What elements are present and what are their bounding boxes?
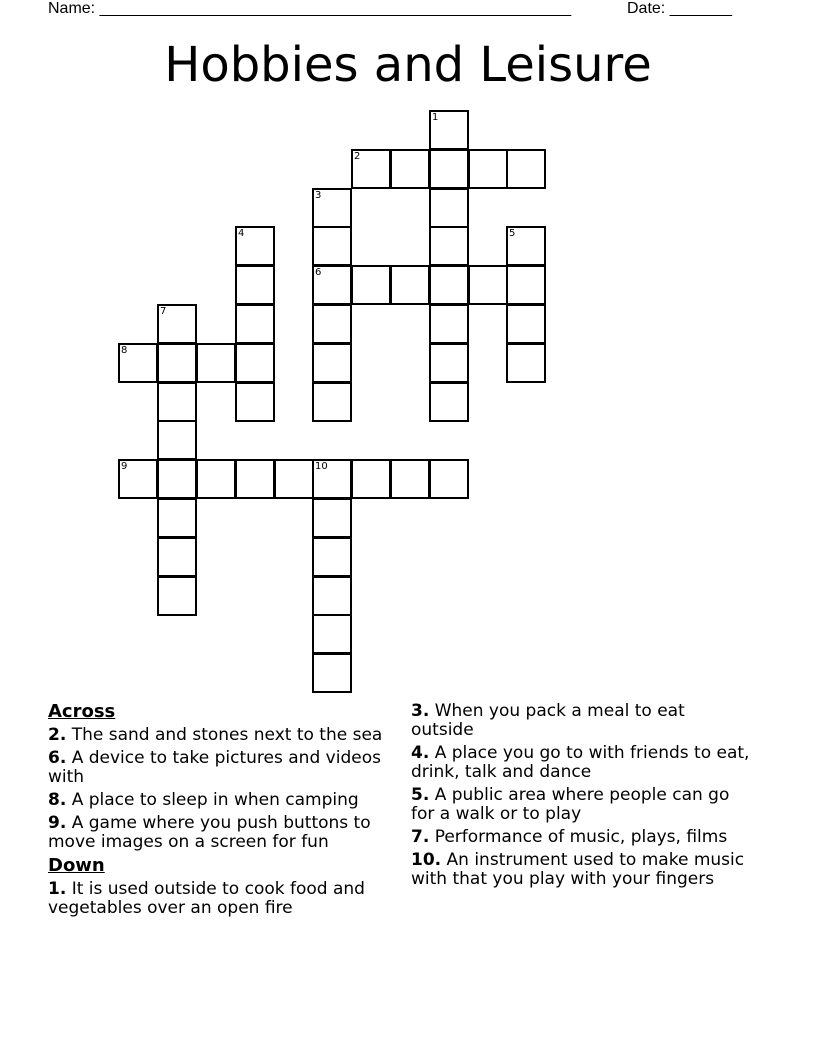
clue-text: A public area where people can go for a walk or to play bbox=[411, 785, 730, 824]
down-heading: Down bbox=[48, 855, 105, 876]
grid-cell[interactable] bbox=[118, 343, 158, 383]
grid-cell[interactable] bbox=[506, 265, 546, 305]
grid-cell[interactable] bbox=[429, 343, 469, 383]
grid-cell[interactable] bbox=[506, 226, 546, 266]
grid-cell[interactable] bbox=[196, 343, 236, 383]
clues-column-right bbox=[411, 702, 751, 893]
cell-number: 7 bbox=[160, 306, 167, 317]
grid-cell[interactable] bbox=[235, 459, 275, 499]
clues-column-left bbox=[48, 702, 388, 922]
grid-cell[interactable] bbox=[429, 459, 469, 499]
clue-number: 8. bbox=[48, 790, 67, 810]
clue-down-1 bbox=[48, 880, 388, 918]
grid-cell[interactable] bbox=[429, 265, 469, 305]
grid-cell[interactable] bbox=[157, 498, 197, 538]
clue-text: A place to sleep in when camping bbox=[66, 790, 359, 810]
cell-number: 1 bbox=[432, 112, 439, 123]
grid-cell[interactable] bbox=[312, 265, 352, 305]
grid-cell[interactable] bbox=[429, 226, 469, 266]
clue-text: A place you go to with friends to eat, drink, talk and dance bbox=[411, 743, 750, 782]
grid-cell[interactable] bbox=[351, 149, 391, 189]
across-heading: Across bbox=[48, 701, 116, 722]
clue-down-7 bbox=[411, 828, 751, 847]
grid-cell[interactable] bbox=[312, 343, 352, 383]
grid-cell[interactable] bbox=[274, 459, 314, 499]
grid-cell[interactable] bbox=[157, 343, 197, 383]
cell-number: 10 bbox=[315, 461, 328, 472]
grid-cell[interactable] bbox=[468, 149, 508, 189]
grid-cell[interactable] bbox=[390, 265, 430, 305]
grid-cell[interactable] bbox=[312, 188, 352, 228]
grid-cell[interactable] bbox=[312, 304, 352, 344]
clue-number: 2. bbox=[48, 725, 67, 745]
date-field-label: Date: _______ bbox=[627, 0, 732, 17]
grid-cell[interactable] bbox=[196, 459, 236, 499]
cell-number: 9 bbox=[121, 461, 128, 472]
clue-number: 6. bbox=[48, 748, 67, 768]
grid-cell[interactable] bbox=[312, 614, 352, 654]
clue-text: When you pack a meal to eat outside bbox=[411, 701, 685, 740]
cell-number: 8 bbox=[121, 345, 128, 356]
grid-cell[interactable] bbox=[312, 576, 352, 616]
clue-down-3 bbox=[411, 702, 751, 740]
grid-cell[interactable] bbox=[468, 265, 508, 305]
grid-cell[interactable] bbox=[312, 459, 352, 499]
grid-cell[interactable] bbox=[157, 420, 197, 460]
grid-cell[interactable] bbox=[157, 459, 197, 499]
grid-cell[interactable] bbox=[351, 459, 391, 499]
clue-across-6 bbox=[48, 749, 388, 787]
clue-text: A game where you push buttons to move images on a screen for fun bbox=[48, 813, 371, 852]
grid-cell[interactable] bbox=[312, 382, 352, 422]
grid-cell[interactable] bbox=[390, 149, 430, 189]
grid-cell[interactable] bbox=[235, 226, 275, 266]
clue-number: 7. bbox=[411, 827, 430, 847]
clue-down-5 bbox=[411, 786, 751, 824]
grid-cell[interactable] bbox=[312, 498, 352, 538]
grid-cell[interactable] bbox=[429, 149, 469, 189]
clue-number: 5. bbox=[411, 785, 430, 805]
name-field-label: Name: _____________________________________________________ bbox=[48, 0, 572, 17]
clue-down-10 bbox=[411, 851, 751, 889]
cell-number: 6 bbox=[315, 267, 322, 278]
grid-cell[interactable] bbox=[429, 188, 469, 228]
grid-cell[interactable] bbox=[506, 149, 546, 189]
cell-number: 5 bbox=[509, 228, 516, 239]
cell-number: 3 bbox=[315, 190, 322, 201]
page-title: Hobbies and Leisure bbox=[164, 37, 652, 93]
clue-number: 9. bbox=[48, 813, 67, 833]
grid-cell[interactable] bbox=[235, 304, 275, 344]
clue-number: 10. bbox=[411, 850, 442, 870]
grid-cell[interactable] bbox=[312, 653, 352, 693]
cell-number: 2 bbox=[354, 151, 361, 162]
grid-cell[interactable] bbox=[118, 459, 158, 499]
grid-cell[interactable] bbox=[235, 382, 275, 422]
grid-cell[interactable] bbox=[429, 110, 469, 150]
clue-text: Performance of music, plays, films bbox=[429, 827, 728, 847]
grid-cell[interactable] bbox=[429, 382, 469, 422]
clue-text: A device to take pictures and videos with bbox=[48, 748, 381, 787]
grid-cell[interactable] bbox=[312, 537, 352, 577]
grid-cell[interactable] bbox=[157, 576, 197, 616]
clue-across-9 bbox=[48, 814, 388, 852]
clue-down-4 bbox=[411, 744, 751, 782]
grid-cell[interactable] bbox=[429, 304, 469, 344]
grid-cell[interactable] bbox=[312, 226, 352, 266]
clue-text: An instrument used to make music with that you play with your fingers bbox=[411, 850, 745, 889]
clue-number: 4. bbox=[411, 743, 430, 763]
grid-cell[interactable] bbox=[390, 459, 430, 499]
grid-cell[interactable] bbox=[351, 265, 391, 305]
grid-cell[interactable] bbox=[157, 382, 197, 422]
grid-cell[interactable] bbox=[235, 265, 275, 305]
clue-number: 1. bbox=[48, 879, 67, 899]
grid-cell[interactable] bbox=[157, 304, 197, 344]
clue-text: It is used outside to cook food and vegetables over an open fire bbox=[48, 879, 365, 918]
clue-across-2 bbox=[48, 726, 388, 745]
grid-cell[interactable] bbox=[235, 343, 275, 383]
clue-number: 3. bbox=[411, 701, 430, 721]
clue-text: The sand and stones next to the sea bbox=[66, 725, 383, 745]
grid-cell[interactable] bbox=[157, 537, 197, 577]
grid-cell[interactable] bbox=[506, 304, 546, 344]
clue-across-8 bbox=[48, 791, 388, 810]
cell-number: 4 bbox=[238, 228, 245, 239]
grid-cell[interactable] bbox=[506, 343, 546, 383]
